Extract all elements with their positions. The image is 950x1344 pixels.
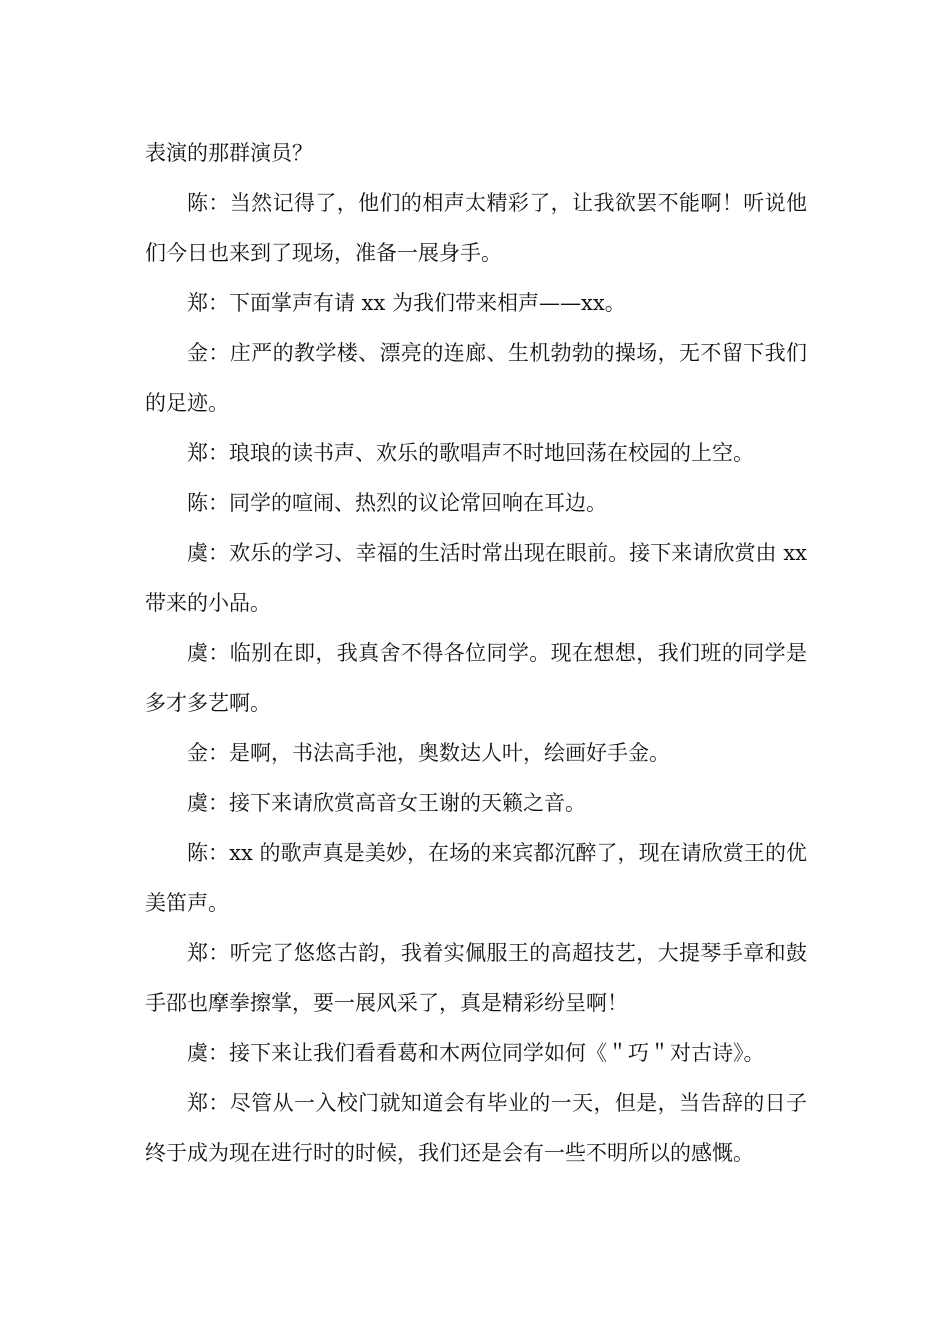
paragraph: 陈：当然记得了，他们的相声太精彩了，让我欲罢不能啊！听说他们今日也来到了现场，准备一展身手。 <box>145 191 807 265</box>
document-body <box>145 128 807 1178</box>
paragraph: 金：是啊，书法高手池，奥数达人叶，绘画好手金。 <box>187 741 670 765</box>
paragraph: 陈：xx 的歌声真是美妙，在场的来宾都沉醉了，现在请欣赏王的优美笛声。 <box>145 841 807 915</box>
paragraph: 郑：琅琅的读书声、欢乐的歌唱声不时地回荡在校园的上空。 <box>187 441 754 465</box>
paragraph: 郑：下面掌声有请 xx 为我们带来相声——xx。 <box>187 291 626 315</box>
paragraph: 郑：听完了悠悠古韵，我着实佩服王的高超技艺，大提琴手章和鼓手邵也摩拳擦掌，要一展风采了，真是精彩纷呈啊！ <box>145 941 807 1015</box>
paragraph: 表演的那群演员？ <box>145 141 313 165</box>
paragraph: 陈：同学的喧闹、热烈的议论常回响在耳边。 <box>187 491 607 515</box>
paragraph: 郑：尽管从一入校门就知道会有毕业的一天，但是，当告辞的日子终于成为现在进行时的时候，我们还是会有一些不明所以的感慨。 <box>145 1091 807 1165</box>
paragraph: 虞：欢乐的学习、幸福的生活时常出现在眼前。接下来请欣赏由 xx 带来的小品。 <box>145 541 807 615</box>
paragraph: 金：庄严的教学楼、漂亮的连廊、生机勃勃的操场，无不留下我们的足迹。 <box>145 341 807 415</box>
paragraph: 虞：接下来请欣赏高音女王谢的天籁之音。 <box>187 791 586 815</box>
paragraph: 虞：临别在即，我真舍不得各位同学。现在想想，我们班的同学是多才多艺啊。 <box>145 641 807 715</box>
paragraph: 虞：接下来让我们看看葛和木两位同学如何《＂巧＂对古诗》。 <box>187 1041 765 1065</box>
